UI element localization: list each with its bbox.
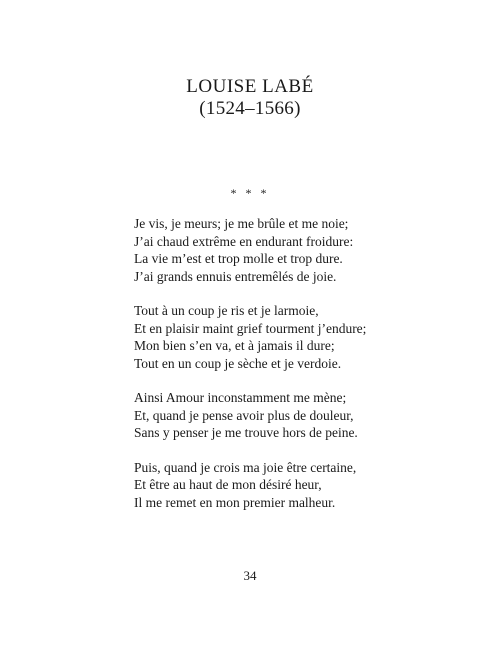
- author-heading: [0, 76, 500, 120]
- verse-line: J’ai grands ennuis entremêlés de joie.: [134, 268, 337, 284]
- section-ornament: * * *: [230, 186, 270, 200]
- verse-line: Tout à un coup je ris et je larmoie,: [134, 303, 319, 318]
- poem: [134, 215, 474, 528]
- verse-line: Puis, quand je crois ma joie être certaine,: [134, 459, 357, 475]
- verse-line: Et, quand je pense avoir plus de douleur,: [134, 407, 354, 423]
- verse-line: Tout en un coup je sèche et je verdoie.: [134, 355, 342, 371]
- verse-line: La vie m’est et trop molle et trop dure.: [134, 251, 343, 266]
- page-number: 34: [243, 568, 257, 583]
- stanza-2: [134, 302, 474, 372]
- verse-line: J’ai chaud extrême en endurant froidure:: [134, 233, 354, 249]
- verse-line: Et en plaisir maint grief tourment j’endure;: [134, 320, 367, 336]
- verse-line: Sans y penser je me trouve hors de peine.: [134, 425, 358, 440]
- stanza-3: [134, 389, 474, 442]
- verse-line: Et être au haut de mon désiré heur,: [134, 477, 322, 492]
- stanza-1: [134, 215, 474, 285]
- stanza-4: [134, 459, 474, 512]
- author-name: LOUISE LABÉ: [186, 76, 314, 97]
- verse-line: Ainsi Amour inconstamment me mène;: [134, 390, 347, 405]
- verse-line: Mon bien s’en va, et à jamais il dure;: [134, 338, 335, 353]
- author-dates: (1524–1566): [199, 98, 301, 119]
- verse-line: Il me remet en mon premier malheur.: [134, 494, 336, 510]
- verse-line: Je vis, je meurs; je me brûle et me noie;: [134, 216, 349, 231]
